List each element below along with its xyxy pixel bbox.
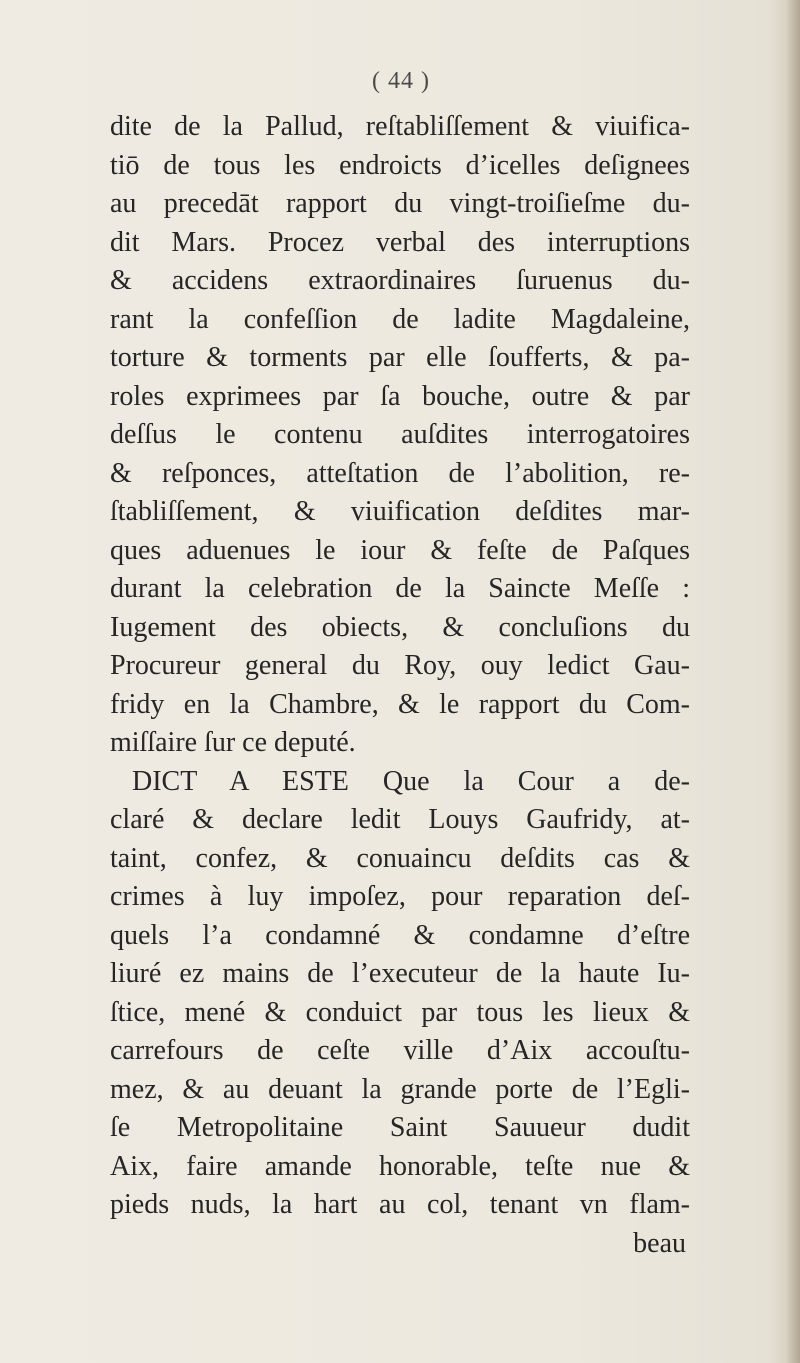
text-line: Aix, faire amande honorable, teſte nue & (110, 1150, 690, 1182)
text-line-verdict: DICT A ESTE Que la Cour a de- (132, 765, 690, 797)
page-number: ( 44 ) (372, 68, 430, 94)
text-line: fridy en la Chambre, & le rapport du Com- (110, 688, 690, 720)
text-line: ques aduenues le iour & feſte de Paſques (110, 534, 690, 566)
text-line: torture & torments par elle ſoufferts, & pa- (110, 342, 690, 373)
text-line: rant la confeſſion de ladite Magdaleine, (110, 303, 690, 335)
text-line: dit Mars. Procez verbal des interruptions (110, 226, 690, 258)
text-line: deſſus le contenu auſdites interrogatoires (110, 419, 690, 450)
text-line: quels l’a condamné & condamne d’eſtre (110, 919, 690, 951)
text-line: tiō de tous les endroicts d’icelles deſignees (110, 149, 690, 181)
text-line: & reſponces, atteſtation de l’abolition, re- (110, 457, 690, 489)
text-line: mez, & au deuant la grande porte de l’Egli- (110, 1073, 690, 1105)
catchword: beau (633, 1227, 686, 1259)
text-line: ſe Metropolitaine Saint Sauueur dudit (110, 1112, 690, 1143)
text-line: Procureur general du Roy, ouy ledict Gau- (110, 650, 690, 681)
text-line: au precedāt rapport du vingt-troiſieſme du- (110, 188, 690, 219)
text-line: durant la celebration de la Saincte Meſſe : (110, 573, 690, 604)
text-line: liuré ez mains de l’executeur de la haute Iu- (110, 958, 690, 989)
body-text (110, 108, 690, 1263)
text-line: crimes à luy impoſez, pour reparation deſ- (110, 881, 690, 912)
text-line: pieds nuds, la hart au col, tenant vn flam- (110, 1189, 690, 1220)
text-line: roles exprimees par ſa bouche, outre & par (110, 380, 690, 412)
text-line: & accidens extraordinaires ſuruenus du- (110, 265, 690, 296)
text-line: Iugement des obiects, & concluſions du (110, 611, 690, 643)
text-line: taint, confez, & conuaincu deſdits cas & (110, 842, 690, 874)
text-line: dite de la Pallud, reſtabliſſement & viuifica- (110, 111, 690, 142)
text-line: ſtabliſſement, & viuification deſdites mar- (110, 496, 690, 527)
text-line: miſſaire ſur ce deputé. (110, 727, 356, 758)
text-line: claré & declare ledit Louys Gaufridy, at- (110, 804, 690, 835)
text-line: ſtice, mené & conduict par tous les lieux & (110, 996, 690, 1028)
page-edge-shadow (786, 0, 800, 1363)
text-line: carrefours de ceſte ville d’Aix accouſtu- (110, 1035, 690, 1066)
